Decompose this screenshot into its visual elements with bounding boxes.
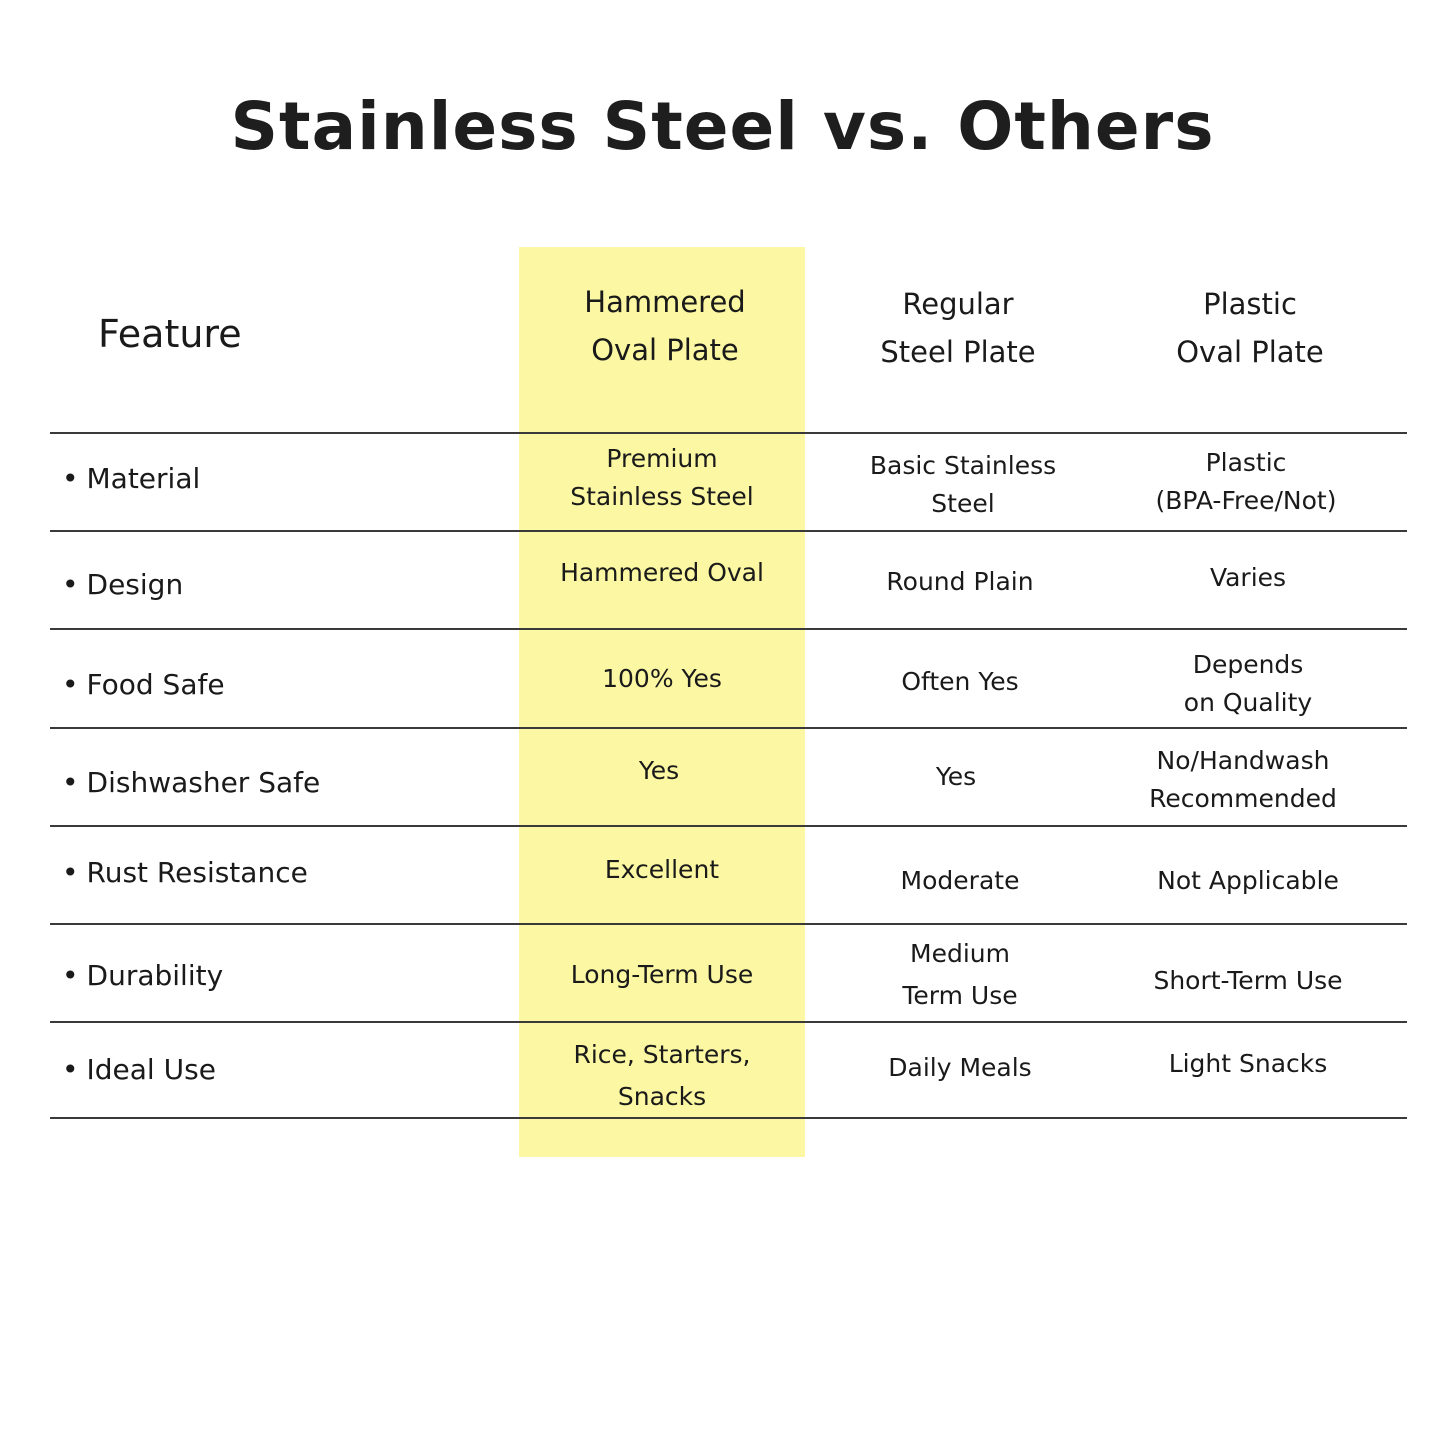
cell-line: on Quality <box>1183 688 1313 717</box>
cell-line: Daily Meals <box>888 1053 1032 1082</box>
cell-durability-plastic <box>1098 962 1398 1000</box>
bullet: • <box>62 568 79 601</box>
table-divider <box>50 432 1407 434</box>
column-header-plastic-oval-plate <box>1100 280 1400 376</box>
feature-column-header: Feature <box>98 312 242 356</box>
cell-line: Excellent <box>604 855 720 884</box>
row-label-dishwasher-safe <box>62 766 320 799</box>
cell-rust-hammered <box>519 851 805 889</box>
row-label-design <box>62 568 183 601</box>
cell-durability-regular <box>812 933 1108 1017</box>
cell-line: Snacks <box>617 1082 707 1111</box>
cell-line: Plastic <box>1205 448 1287 477</box>
table-divider <box>50 628 1407 630</box>
column-header-line-1: Plastic <box>1203 287 1297 321</box>
cell-line: Steel <box>931 489 995 518</box>
cell-food-safe-plastic <box>1098 646 1398 722</box>
row-label-text: Dishwasher Safe <box>86 766 321 799</box>
column-header-hammered-oval-plate <box>519 278 811 374</box>
cell-line: Moderate <box>900 866 1020 895</box>
row-label-material <box>62 462 200 495</box>
cell-line: No/Handwash <box>1156 746 1330 775</box>
cell-line: Premium <box>606 444 718 473</box>
cell-line: Basic Stainless <box>869 451 1057 480</box>
cell-dishwasher-hammered <box>516 752 802 790</box>
table-divider <box>50 530 1407 532</box>
cell-line: Not Applicable <box>1157 866 1339 895</box>
cell-line: Rice, Starters, <box>573 1040 751 1069</box>
cell-line: 100% Yes <box>602 664 722 693</box>
cell-line: Varies <box>1209 563 1287 592</box>
cell-rust-plastic <box>1098 862 1398 900</box>
cell-rust-regular <box>812 862 1108 900</box>
row-label-rust-resistance <box>62 856 308 889</box>
row-label-text: Food Safe <box>86 668 225 701</box>
table-divider <box>50 727 1407 729</box>
cell-food-safe-hammered <box>519 660 805 698</box>
bullet: • <box>62 959 79 992</box>
column-header-line-2: Oval Plate <box>591 333 739 367</box>
bullet: • <box>62 668 79 701</box>
cell-material-hammered <box>519 440 805 516</box>
row-label-text: Material <box>86 462 201 495</box>
cell-durability-hammered <box>519 956 805 994</box>
row-label-text: Durability <box>86 959 224 992</box>
cell-ideal-use-plastic <box>1098 1045 1398 1083</box>
cell-line: Light Snacks <box>1168 1049 1328 1078</box>
cell-line: Often Yes <box>901 667 1019 696</box>
cell-line: Term Use <box>902 981 1018 1010</box>
column-header-regular-steel-plate <box>810 280 1106 376</box>
bullet: • <box>62 1053 79 1086</box>
row-label-text: Design <box>86 568 184 601</box>
row-label-ideal-use <box>62 1053 216 1086</box>
cell-material-regular <box>815 447 1111 523</box>
cell-line: Short-Term Use <box>1153 966 1343 995</box>
cell-ideal-use-hammered <box>519 1034 805 1118</box>
cell-design-plastic <box>1098 559 1398 597</box>
cell-line: Medium <box>910 939 1010 968</box>
cell-food-safe-regular <box>812 663 1108 701</box>
column-header-line-2: Oval Plate <box>1176 335 1324 369</box>
column-header-line-1: Hammered <box>584 285 746 319</box>
cell-line: Stainless Steel <box>570 482 754 511</box>
cell-line: Long-Term Use <box>570 960 754 989</box>
table-divider <box>50 825 1407 827</box>
cell-line: Yes <box>935 762 977 791</box>
bullet: • <box>62 766 79 799</box>
table-divider <box>50 923 1407 925</box>
cell-design-hammered <box>519 554 805 592</box>
cell-dishwasher-plastic <box>1093 742 1393 818</box>
cell-design-regular <box>812 563 1108 601</box>
cell-ideal-use-regular <box>812 1049 1108 1087</box>
cell-line: Hammered Oval <box>560 558 764 587</box>
column-header-line-1: Regular <box>902 287 1014 321</box>
cell-line: (BPA-Free/Not) <box>1155 486 1337 515</box>
bullet: • <box>62 856 79 889</box>
row-label-durability <box>62 959 223 992</box>
cell-line: Yes <box>638 756 680 785</box>
cell-material-plastic <box>1096 444 1396 520</box>
cell-line: Depends <box>1192 650 1304 679</box>
bullet: • <box>62 462 79 495</box>
column-header-line-2: Steel Plate <box>880 335 1036 369</box>
row-label-text: Ideal Use <box>86 1053 216 1086</box>
cell-line: Round Plain <box>886 567 1034 596</box>
cell-dishwasher-regular <box>808 758 1104 796</box>
page-title: Stainless Steel vs. Others <box>230 88 1215 165</box>
row-label-food-safe <box>62 668 225 701</box>
cell-line: Recommended <box>1149 784 1337 813</box>
row-label-text: Rust Resistance <box>86 856 308 889</box>
table-divider <box>50 1021 1407 1023</box>
